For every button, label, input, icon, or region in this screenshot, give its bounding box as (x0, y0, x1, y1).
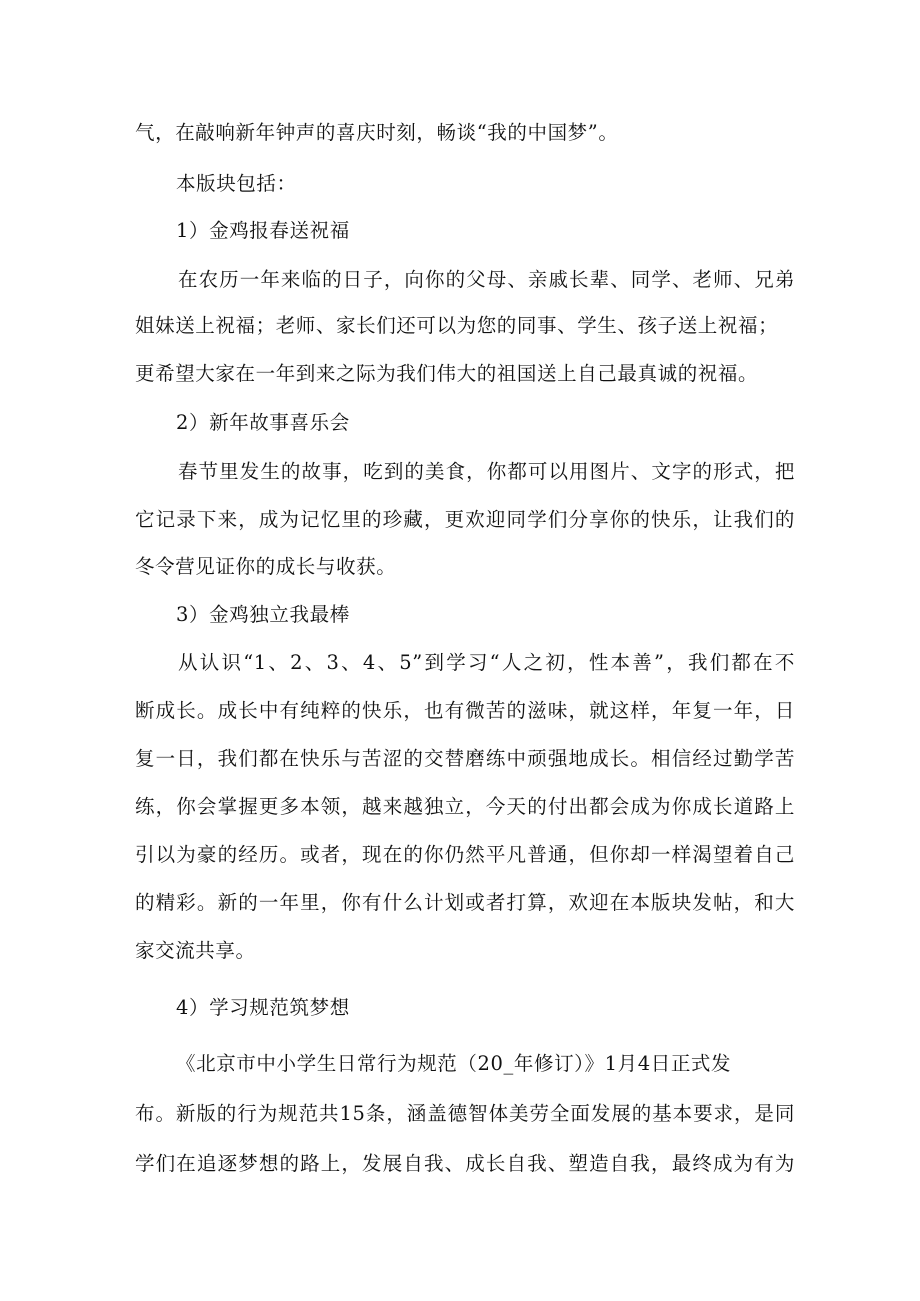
paragraph-line: 气，在敲响新年钟声的喜庆时刻，畅谈“我的中国梦”。 (135, 121, 619, 144)
paragraph-line: 的精彩。新的一年里，你有什么计划或者打算，欢迎在本版块发帖，和大 (135, 891, 795, 914)
section-heading-2: 2）新年故事喜乐会 (176, 411, 350, 434)
paragraph-line: 从认识“1、2、3、4、5”到学习“人之初，性本善”，我们都在不 (178, 651, 795, 674)
paragraph-line: 春节里发生的故事，吃到的美食，你都可以用图片、文字的形式，把 (178, 460, 795, 483)
paragraph-line: 断成长。成长中有纯粹的快乐，也有微苦的滋味，就这样，年复一年，日 (135, 699, 795, 722)
paragraph-line: 引以为豪的经历。或者，现在的你仍然平凡普通，但你却一样渴望着自己 (135, 843, 795, 866)
paragraph-line: 家交流共享。 (135, 939, 256, 962)
paragraph-line: 冬令营见证你的成长与收获。 (135, 555, 397, 578)
paragraph-line: 学们在追逐梦想的路上，发展自我、成长自我、塑造自我，最终成为有为 (135, 1152, 795, 1175)
paragraph-line: 复一日，我们都在快乐与苦涩的交替磨练中顽强地成长。相信经过勤学苦 (135, 747, 795, 770)
paragraph-line: 练，你会掌握更多本领，越来越独立，今天的付出都会成为你成长道路上 (135, 795, 795, 818)
paragraph-line: 它记录下来，成为记忆里的珍藏，更欢迎同学们分享你的快乐，让我们的 (135, 508, 795, 531)
section-heading-3: 3）金鸡独立我最棒 (176, 603, 350, 626)
paragraph-line: 在农历一年来临的日子，向你的父母、亲戚长辈、同学、老师、兄弟 (178, 268, 795, 291)
paragraph-line: 《北京市中小学生日常行为规范（20_年修订）》1月4日正式发 (176, 1052, 732, 1075)
section-heading-4: 4）学习规范筑梦想 (176, 996, 350, 1019)
paragraph-line: 更希望大家在一年到来之际为我们伟大的祖国送上自己最真诚的祝福。 (135, 362, 759, 385)
paragraph-line: 姐妹送上祝福；老师、家长们还可以为您的同事、学生、孩子送上祝福； (135, 314, 779, 337)
section-intro: 本版块包括： (176, 172, 297, 195)
section-heading-1: 1）金鸡报春送祝福 (176, 219, 350, 242)
paragraph-line: 布。新版的行为规范共15条，涵盖德智体美劳全面发展的基本要求，是同 (135, 1102, 795, 1125)
